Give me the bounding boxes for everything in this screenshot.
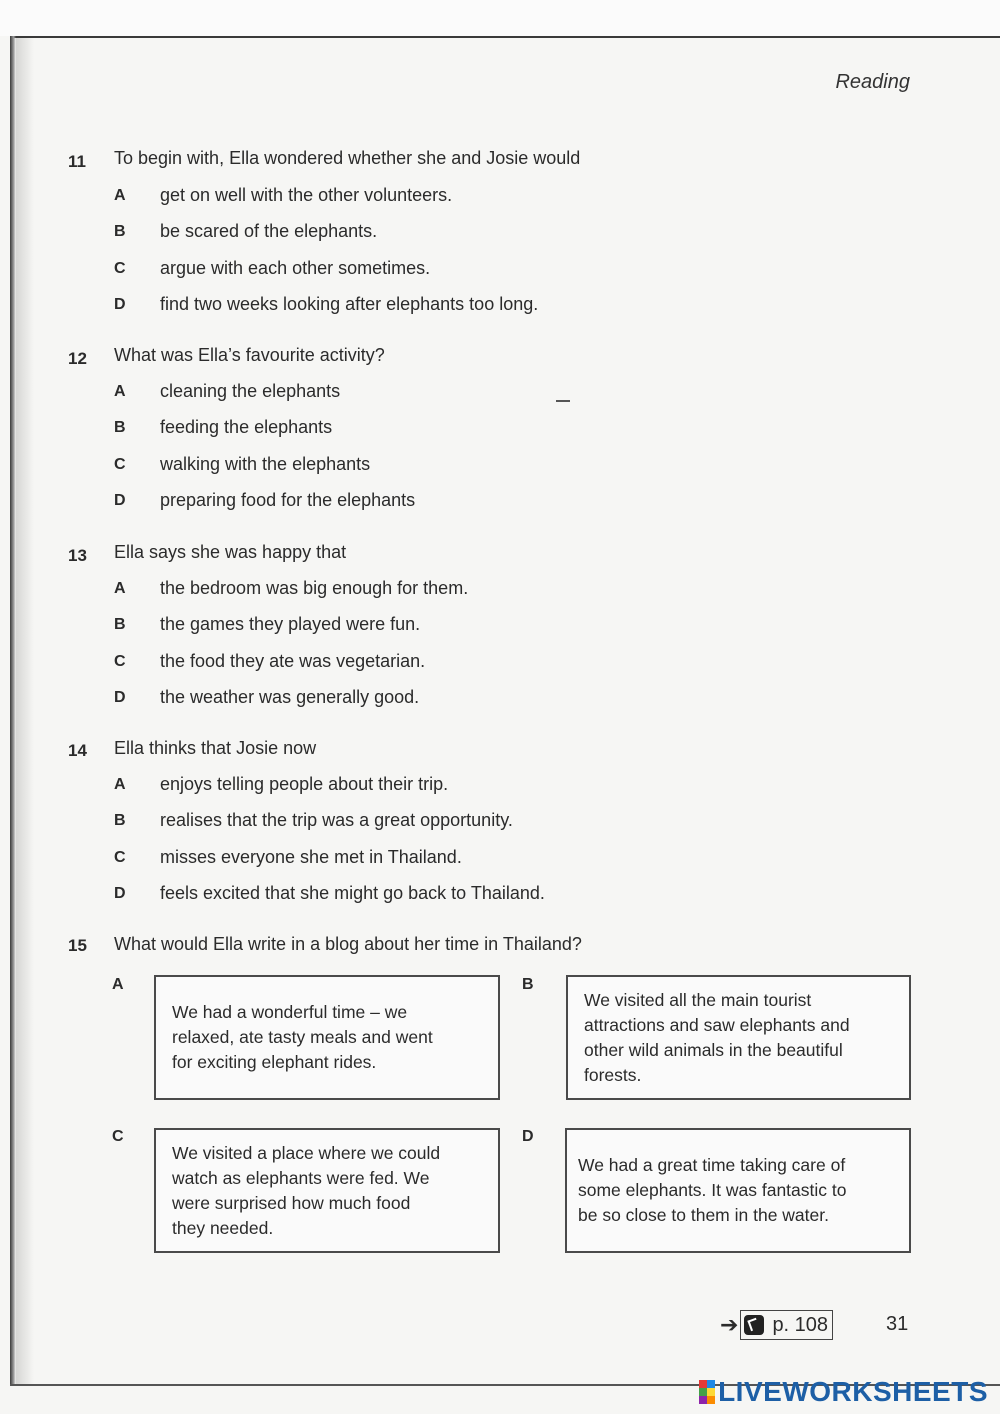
option-text: the games they played were fun. — [160, 614, 421, 634]
blog-option-a[interactable] — [154, 975, 500, 1100]
blog-option-letter-a: A — [112, 976, 124, 993]
option-letter: D — [114, 296, 126, 313]
option-letter: B — [114, 812, 126, 829]
section-title: Reading — [835, 71, 910, 93]
question-text: To begin with, Ella wondered whether she and Josie would — [114, 148, 581, 168]
blog-option-letter-d: D — [522, 1128, 534, 1145]
option-text: walking with the elephants — [160, 454, 371, 474]
blog-line: some elephants. It was fantastic to — [578, 1180, 847, 1200]
question-number: 11 — [68, 152, 86, 171]
option-letter: D — [114, 885, 126, 902]
option-letter: A — [114, 580, 126, 597]
option-text: feels excited that she might go back to Thailand. — [160, 883, 545, 903]
option-text: preparing food for the elephants — [160, 490, 416, 510]
option-letter: C — [114, 653, 126, 670]
blog-line: be so close to them in the water. — [578, 1205, 829, 1225]
option-letter: B — [114, 616, 126, 633]
blog-option-b[interactable] — [566, 975, 911, 1100]
option-letter: C — [114, 456, 126, 473]
page-number: 31 — [886, 1313, 909, 1335]
question-text: What was Ella’s favourite activity? — [114, 345, 385, 365]
option-text: the bedroom was big enough for them. — [160, 578, 469, 598]
blog-line: attractions and saw elephants and — [584, 1014, 850, 1035]
option-text: enjoys telling people about their trip. — [160, 774, 449, 794]
pencil-mark — [556, 400, 570, 402]
grammar-reference-icon — [744, 1315, 764, 1335]
blog-line: We visited a place where we could — [172, 1142, 441, 1163]
blog-line: relaxed, ate tasty meals and went — [172, 1027, 433, 1047]
option-text: realises that the trip was a great opportunity. — [160, 810, 513, 830]
page-top-margin — [0, 0, 1000, 36]
option-letter: A — [114, 187, 126, 204]
watermark-text: LIVEWORKSHEETS — [718, 1376, 988, 1407]
page-reference — [720, 1309, 833, 1341]
option-letter: A — [114, 383, 126, 400]
option-letter: C — [114, 849, 126, 866]
option-letter: A — [114, 776, 126, 793]
blog-option-letter-c: C — [112, 1128, 124, 1145]
option-letter: D — [114, 492, 126, 509]
blog-line: for exciting elephant rides. — [172, 1052, 377, 1072]
blog-line: We had a wonderful time – we — [172, 1002, 408, 1022]
question-number: 13 — [68, 546, 87, 565]
blog-option-d[interactable] — [565, 1128, 911, 1253]
question-number: 14 — [68, 741, 87, 760]
option-text: be scared of the elephants. — [160, 221, 378, 241]
question-number: 12 — [68, 349, 87, 368]
option-text: the weather was generally good. — [160, 687, 420, 707]
blog-line: We had a great time taking care of — [578, 1155, 846, 1175]
option-text: the food they ate was vegetarian. — [160, 651, 426, 671]
option-letter: D — [114, 689, 126, 706]
blog-option-c[interactable] — [154, 1128, 500, 1253]
blog-line: forests. — [584, 1064, 642, 1085]
option-text: cleaning the elephants — [160, 381, 341, 401]
question-text: Ella thinks that Josie now — [114, 738, 317, 758]
option-text: find two weeks looking after elephants too long. — [160, 294, 539, 314]
question-text: What would Ella write in a blog about her time in Thailand? — [114, 934, 582, 954]
liveworksheets-badge-icon — [699, 1380, 715, 1404]
question-number: 15 — [68, 936, 87, 955]
reference-page: p. 108 — [772, 1313, 829, 1336]
option-text: argue with each other sometimes. — [160, 258, 431, 278]
blog-option-letter-b: B — [522, 976, 534, 993]
option-letter: B — [114, 419, 126, 436]
blog-line: other wild animals in the beautiful — [584, 1039, 843, 1060]
question-text: Ella says she was happy that — [114, 542, 347, 562]
option-letter: B — [114, 223, 126, 240]
binding-shadow — [16, 38, 34, 1384]
option-letter: C — [114, 260, 126, 277]
blog-line: they needed. — [172, 1217, 274, 1238]
option-text: get on well with the other volunteers. — [160, 185, 453, 205]
blog-line: We visited all the main tourist — [584, 989, 812, 1010]
option-text: misses everyone she met in Thailand. — [160, 847, 462, 867]
option-text: feeding the elephants — [160, 417, 333, 437]
arrow-right-icon: ➔ — [720, 1312, 739, 1337]
liveworksheets-logo — [699, 1376, 988, 1408]
reference-box — [740, 1310, 833, 1340]
page-edge-top — [10, 36, 1000, 38]
blog-line: watch as elephants were fed. We — [172, 1167, 430, 1188]
blog-line: were surprised how much food — [172, 1192, 411, 1213]
